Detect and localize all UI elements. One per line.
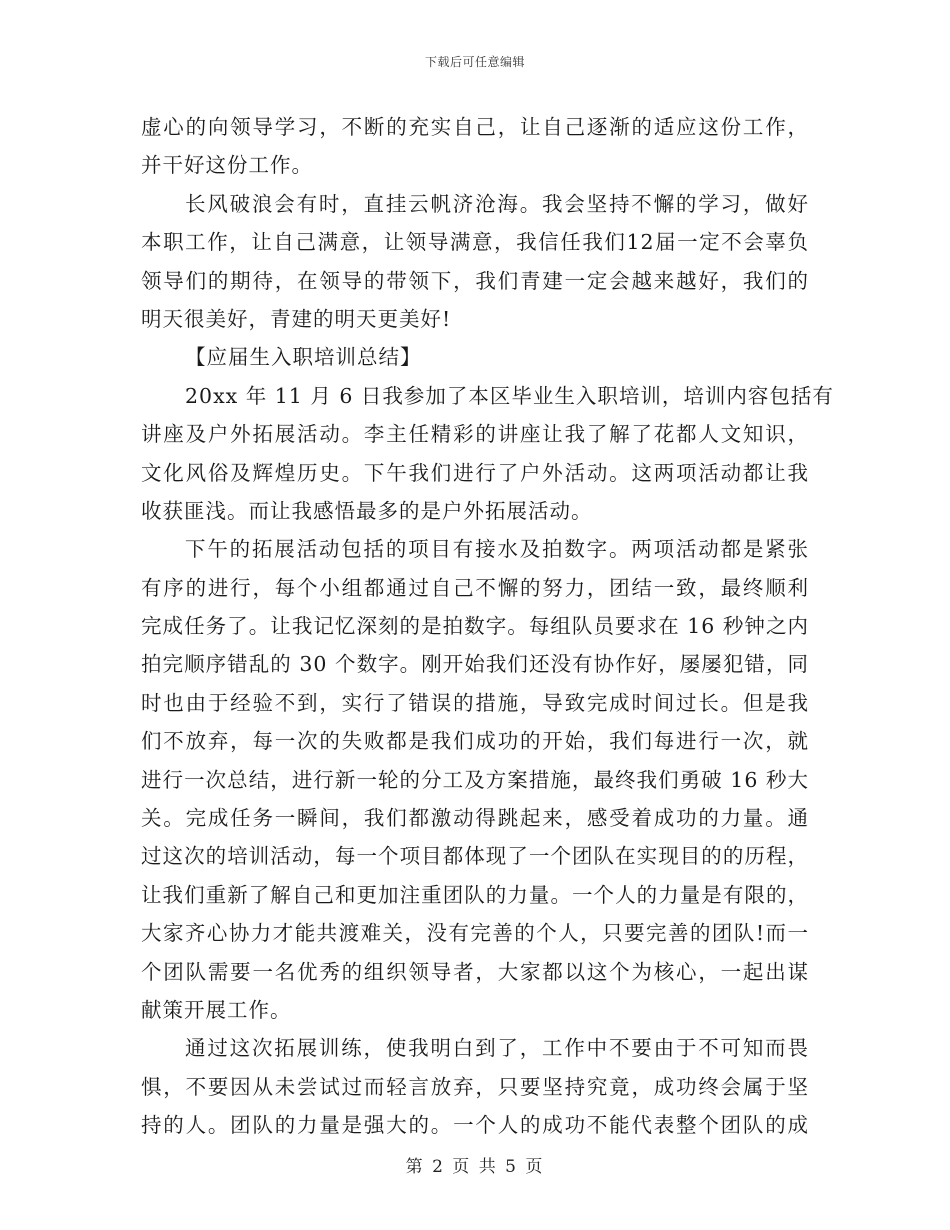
text-line: 进行一次总结，进行新一轮的分工及方案措施，最终我们勇破 16 秒大 — [141, 767, 809, 792]
document-body — [141, 108, 834, 1145]
text-line: 持的人。团队的力量是强大的。一个人的成功不能代表整个团队的成 — [141, 1113, 809, 1138]
text-line: 大家齐心协力才能共渡难关，没有完善的个人，只要完善的团队!而一 — [141, 921, 809, 946]
text-line: 个团队需要一名优秀的组织领导者，大家都以这个为核心，一起出谋 — [141, 959, 809, 984]
text-line: 并干好这份工作。 — [141, 153, 313, 178]
text-line: 们不放弃，每一次的失败都是我们成功的开始，我们每进行一次，就 — [141, 729, 809, 754]
section-heading: 【应届生入职培训总结】 — [185, 345, 422, 370]
text-line: 关。完成任务一瞬间，我们都激动得跳起来，感受着成功的力量。通 — [141, 806, 809, 831]
text-line: 20xx 年 11 月 6 日我参加了本区毕业生入职培训，培训内容包括有 — [185, 383, 834, 408]
text-line: 拍完顺序错乱的 30 个数字。刚开始我们还没有协作好，屡屡犯错，同 — [141, 652, 809, 677]
text-line: 长风破浪会有时，直挂云帆济沧海。我会坚持不懈的学习，做好 — [185, 191, 809, 216]
text-line: 文化风俗及辉煌历史。下午我们进行了户外活动。这两项活动都让我 — [141, 460, 809, 485]
text-line: 时也由于经验不到，实行了错误的措施，导致完成时间过长。但是我 — [141, 690, 809, 715]
text-line: 献策开展工作。 — [141, 997, 292, 1022]
text-line: 让我们重新了解自己和更加注重团队的力量。一个人的力量是有限的， — [141, 882, 809, 907]
text-line: 讲座及户外拓展活动。李主任精彩的讲座让我了解了花都人文知识， — [141, 422, 809, 447]
page-footer: 第 2 页 共 5 页 — [405, 1157, 545, 1177]
text-line: 过这次的培训活动，每一个项目都体现了一个团队在实现目的的历程， — [141, 844, 809, 869]
text-line: 领导们的期待，在领导的带领下，我们青建一定会越来越好，我们的 — [141, 268, 809, 293]
text-line: 明天很美好，青建的明天更美好! — [141, 306, 452, 331]
page-header: 下载后可任意编辑 — [424, 55, 525, 69]
text-line: 虚心的向领导学习，不断的充实自己，让自己逐渐的适应这份工作， — [141, 115, 809, 139]
text-line: 惧，不要因从未尝试过而轻言放弃，只要坚持究竟，成功终会属于坚 — [141, 1074, 809, 1099]
text-line: 下午的拓展活动包括的项目有接水及拍数字。两项活动都是紧张 — [185, 537, 809, 562]
text-line: 有序的进行，每个小组都通过自己不懈的努力，团结一致，最终顺利 — [141, 575, 809, 600]
text-line: 收获匪浅。而让我感悟最多的是户外拓展活动。 — [141, 498, 593, 523]
text-line: 本职工作，让自己满意，让领导满意，我信任我们12届一定不会辜负 — [141, 230, 809, 255]
text-line: 通过这次拓展训练，使我明白到了，工作中不要由于不可知而畏 — [185, 1036, 809, 1061]
text-line: 完成任务了。让我记忆深刻的是拍数字。每组队员要求在 16 秒钟之内 — [141, 614, 809, 639]
